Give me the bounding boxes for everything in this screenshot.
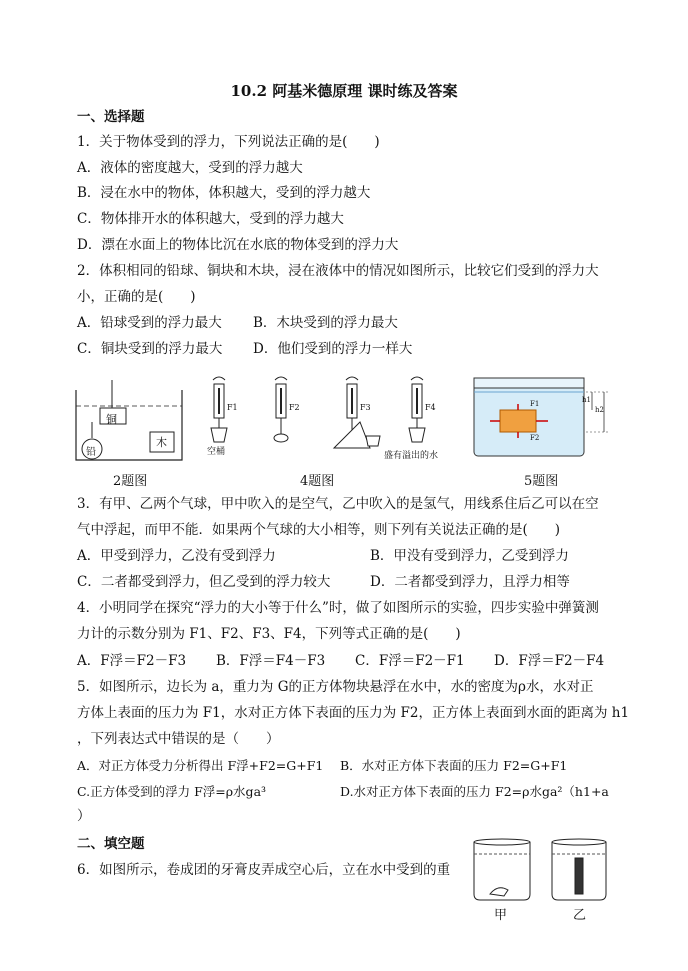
fig2-label-lead: 铅 xyxy=(86,447,96,458)
q4-stem-line1: 4．小明同学在探究“浮力的大小等于什么”时，做了如图所示的实验，四步实验中弹簧测 xyxy=(77,600,599,616)
section-choice: 一、选择题 xyxy=(77,109,145,125)
q1-option-b: B．浸在水中的物体，体积越大，受到的浮力越大 xyxy=(77,185,371,201)
q5-stem-line1: 5．如图所示，边长为 a，重力为 G的正方体物块悬浮在水中，水的密度为ρ水，水对正 xyxy=(77,679,594,695)
q3-option-b: B．甲没有受到浮力，乙受到浮力 xyxy=(370,548,569,564)
fig4-caption: 4题图 xyxy=(300,474,335,489)
q5-option-c: C.正方体受到的浮力 F浮=ρ水ga³ xyxy=(77,784,267,799)
q5-option-d: D.水对正方体下表面的压力 F2=ρ水ga²（h1+a xyxy=(340,784,609,799)
q2-option-a: A．铅球受到的浮力最大 xyxy=(77,315,222,331)
q2-stem-line2: 小，正确的是( ) xyxy=(77,289,196,305)
fig5-caption: 5题图 xyxy=(524,474,559,489)
q3-stem-line1: 3．有甲、乙两个气球，甲中吹入的是空气，乙中吹入的是氢气，用线系住后乙可以在空 xyxy=(77,496,599,512)
fig6-label-yi: 乙 xyxy=(573,908,587,923)
q5-option-b: B．水对正方体下表面的压力 F2=G+F1 xyxy=(340,758,568,773)
q3-option-c: C．二者都受到浮力，但乙受到的浮力较大 xyxy=(77,574,331,590)
q2-option-d: D．他们受到的浮力一样大 xyxy=(253,341,413,357)
q5-stem-line3: ，下列表达式中错误的是（ ） xyxy=(77,731,280,747)
q4-option-b: B．F浮＝F4－F3 xyxy=(216,653,326,669)
q5-stem-line2: 方体上表面的压力为 F1，水对正方体下表面的压力为 F2，正方体上表面到水面的距离为 h1 xyxy=(77,705,630,721)
fig5-h2: h2 xyxy=(595,406,604,414)
q1-stem: 1．关于物体受到的浮力，下列说法正确的是( ) xyxy=(77,134,380,150)
q1-option-a: A．液体的密度越大，受到的浮力越大 xyxy=(77,160,303,176)
q3-option-a: A．甲受到浮力，乙没有受到浮力 xyxy=(77,548,276,564)
fig2-caption: 2题图 xyxy=(113,474,148,489)
q5-option-a: A．对正方体受力分析得出 F浮+F2=G+F1 xyxy=(77,758,324,773)
fig2-label-copper: 铜 xyxy=(106,413,117,426)
q6-stem: 6．如图所示，卷成团的牙膏皮弄成空心后，立在水中受到的重 xyxy=(77,862,451,878)
fig2-label-wood: 木 xyxy=(156,436,167,449)
page-title: 10.2 阿基米德原理 课时练及答案 xyxy=(230,82,458,100)
fig4-f1: F1 xyxy=(227,403,238,412)
q1-option-d: D．漂在水面上的物体比沉在水底的物体受到的浮力大 xyxy=(77,237,399,253)
section-fill: 二、填空题 xyxy=(77,836,145,852)
q4-option-a: A．F浮＝F2－F3 xyxy=(77,653,187,669)
q4-stem-line2: 力计的示数分别为 F1、F2、F3、F4，下列等式正确的是( ) xyxy=(77,626,461,642)
q3-option-d: D．二者都受到浮力，且浮力相等 xyxy=(370,574,570,590)
fig6-toothpaste-diagram xyxy=(468,836,618,906)
fig4-f3: F3 xyxy=(360,403,371,412)
q4-option-c: C．F浮＝F2－F1 xyxy=(355,653,465,669)
q3-stem-line2: 气中浮起，而甲不能．如果两个气球的大小相等，则下列有关说法正确的是( ) xyxy=(77,522,561,538)
fig5-f1: F1 xyxy=(530,400,540,408)
q2-stem-line1: 2．体积相同的铅球、铜块和木块，浸在液体中的情况如图所示，比较它们受到的浮力大 xyxy=(77,263,599,279)
q4-option-d: D．F浮＝F2－F4 xyxy=(494,653,605,669)
fig4-empty-bucket: 空桶 xyxy=(207,447,226,457)
fig4-overflow-water: 盛有溢出的水 xyxy=(384,451,439,461)
q5-option-d-cont: ） xyxy=(77,808,91,824)
fig5-cube-diagram xyxy=(470,374,620,460)
q2-option-b: B．木块受到的浮力最大 xyxy=(253,315,398,331)
fig5-f2: F2 xyxy=(530,434,540,442)
fig4-f4: F4 xyxy=(425,403,436,412)
fig6-label-jia: 甲 xyxy=(494,908,508,923)
fig4-f2: F2 xyxy=(289,403,300,412)
q1-option-c: C．物体排开水的体积越大，受到的浮力越大 xyxy=(77,211,344,227)
q2-option-c: C．铜块受到的浮力最大 xyxy=(77,341,223,357)
fig5-h1: h1 xyxy=(582,396,591,404)
